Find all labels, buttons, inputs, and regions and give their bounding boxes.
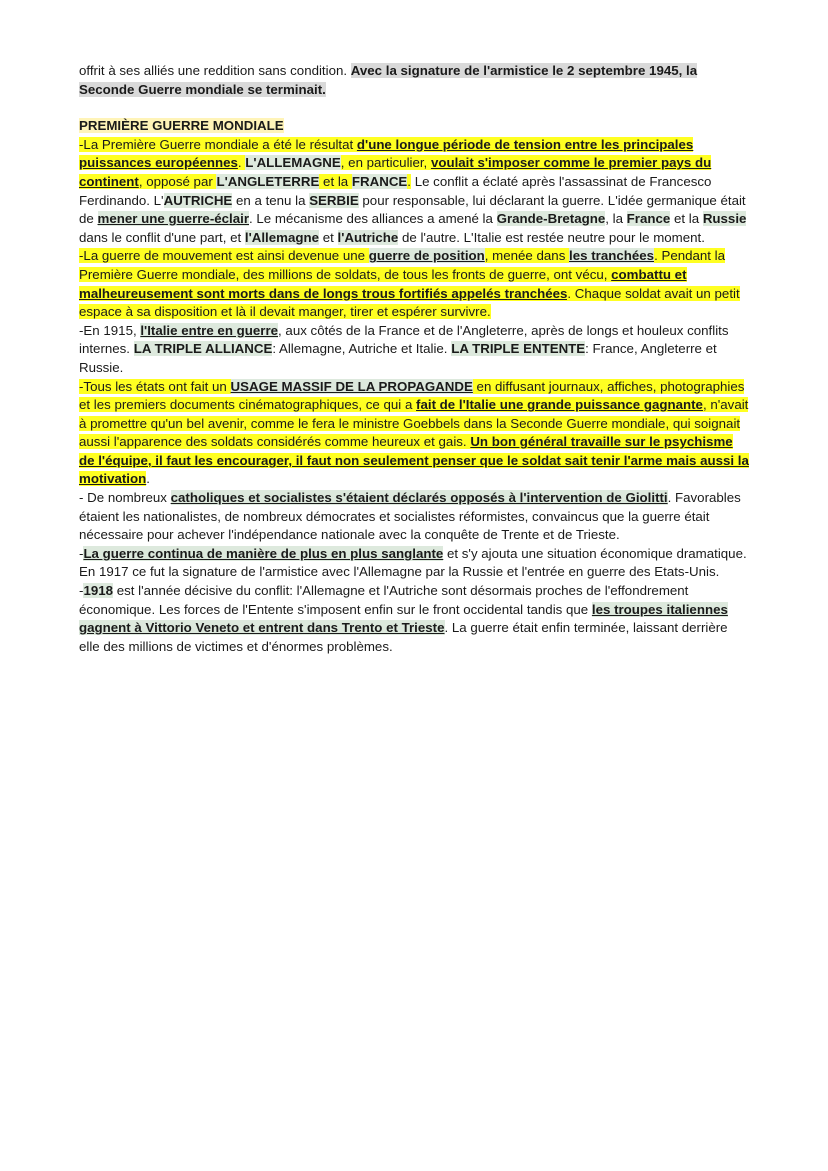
text-run: d'une longue période de tension entre les principales puissances européennes: [79, 136, 694, 171]
paragraph-causes: [79, 136, 751, 248]
text-run: L'ANGLETERRE: [216, 173, 320, 189]
paragraph-italy-entry: [79, 322, 751, 378]
text-run: .: [237, 155, 246, 171]
text-run: et la: [670, 211, 703, 227]
text-run: -Tous les états ont fait un: [79, 378, 231, 394]
paragraph-intro: [79, 62, 751, 99]
section-heading: [79, 117, 751, 136]
text-run: et: [319, 229, 338, 245]
text-run: , en particulier,: [340, 155, 431, 171]
text-run: de l'autre. L'Italie est restée neutre pour le moment.: [398, 229, 705, 245]
text-run: . La guerre était enfin terminée, laissant derrière elle des millions de victimes et d'énormes problèmes.: [79, 620, 728, 654]
text-run: AUTRICHE: [163, 192, 233, 208]
text-run: Un bon général travaille sur le psychisme de l'équipe, il faut les encourager, il faut non seulement penser que le soldat sait tenir l'arme mais aussi la motivation: [79, 434, 749, 487]
text-run: , menée dans: [484, 248, 570, 264]
text-run: . Le mécanisme des alliances a amené la: [249, 211, 497, 227]
text-run: -: [79, 583, 84, 599]
text-run: . Chaque soldat avait un petit espace à sa disposition et là il devait manger, tirer et espérer survivre.: [79, 285, 740, 320]
text-run: les troupes italiennes gagnent à Vittorio Veneto et entrent dans Trento et Trieste: [79, 601, 728, 636]
text-run: L'ALLEMAGNE: [245, 155, 341, 171]
paragraph-intervention: [79, 489, 751, 545]
text-run: -La Première Guerre mondiale a été le résultat: [79, 136, 357, 152]
text-run: mener une guerre-éclair: [97, 211, 249, 227]
text-run: . Favorables étaient les nationalistes, de nombreux démocrates et socialistes réformistes, convaincus que la guerre était nécessaire pour achever l'indépendance nationale avec la conquête de Trente et de Trieste.: [79, 490, 741, 543]
text-run: et la: [319, 173, 352, 189]
paragraph-trenches: [79, 247, 751, 321]
text-run: en diffusant journaux, affiches, photographies et les premiers documents cinématographiques, ce qui a: [79, 378, 745, 413]
text-run: catholiques et socialistes s'étaient déclarés opposés à l'intervention de Giolitti: [170, 490, 668, 506]
text-run: LA TRIPLE ALLIANCE: [133, 341, 273, 357]
text-run: l'Allemagne: [244, 229, 320, 245]
text-run: La guerre continua de manière de plus en plus sanglante: [83, 545, 444, 561]
section-heading-text: PREMIÈRE GUERRE MONDIALE: [79, 118, 284, 134]
text-run: Le conflit a éclaté après l'assassinat de Francesco Ferdinando. L': [79, 173, 712, 208]
text-run: 1918: [83, 583, 114, 599]
text-run: Russie: [702, 211, 747, 227]
text-run: -En 1915,: [79, 322, 141, 338]
text-run: -: [79, 545, 84, 561]
text-run: France: [626, 211, 671, 227]
text-run: FRANCE: [351, 173, 408, 189]
paragraph-bloody-war: [79, 545, 751, 582]
text-run: .: [146, 471, 150, 487]
text-run: , n'avait à promettre qu'un bel avenir, comme le fera le ministre Goebbels dans la Seconde Guerre mondiale, qui soignait aussi l'apparence des soldats considérés comme heureux et gais.: [79, 397, 749, 450]
text-run: , opposé par: [138, 173, 217, 189]
text-run: - De nombreux: [79, 490, 171, 506]
text-run: . Pendant la Première Guerre mondiale, des millions de soldats, de tous les fronts de guerre, ont vécu,: [79, 248, 726, 282]
text-run: voulait s'imposer comme le premier pays du continent: [79, 155, 712, 189]
text-run: : Allemagne, Autriche et Italie.: [272, 341, 452, 357]
text-run: SERBIE: [309, 192, 359, 208]
text-run: est l'année décisive du conflit: l'Allemagne et l'Autriche sont désormais proches de l'effondrement économique. Les forces de l'Entente s'imposent enfin sur le front occidental tandis que: [79, 583, 689, 617]
text-run: combattu et malheureusement sont morts dans de longs trous fortifiés appelés tranchées: [79, 266, 687, 301]
text-run: LA TRIPLE ENTENTE: [451, 341, 586, 357]
text-run: dans le conflit d'une part, et: [79, 229, 245, 245]
text-run: en a tenu la: [232, 192, 310, 208]
text-run: .: [407, 173, 411, 189]
paragraph-1918: [79, 582, 751, 656]
text-run: l'Italie entre en guerre: [140, 322, 279, 338]
text-run: pour responsable, lui déclarant la guerre. L'idée germanique était de: [79, 192, 746, 227]
document-body: [79, 62, 751, 656]
text-run: , aux côtés de la France et de l'Angleterre, après de longs et houleux conflits internes.: [79, 322, 729, 357]
text-run: , la: [605, 211, 627, 227]
text-run: l'Autriche: [337, 229, 399, 245]
text-run: offrit à ses alliés une reddition sans condition.: [79, 63, 351, 78]
text-run: fait de l'Italie une grande puissance gagnante: [416, 397, 703, 413]
text-run: Grande-Bretagne: [496, 211, 606, 227]
text-run: : France, Angleterre et Russie.: [79, 341, 717, 375]
text-run: guerre de position: [368, 248, 485, 264]
text-run: -La guerre de mouvement est ainsi devenue une: [79, 248, 369, 264]
paragraph-propaganda: [79, 378, 751, 490]
text-run: USAGE MASSIF DE LA PROPAGANDE: [230, 378, 473, 394]
text-run: et s'y ajouta une situation économique dramatique. En 1917 ce fut la signature de l'armistice avec l'Allemagne par la Russie et l'entrée en guerre des Etats-Unis.: [79, 545, 747, 580]
text-run: Avec la signature de l'armistice le 2 septembre 1945, la Seconde Guerre mondiale se terminait.: [79, 63, 698, 97]
text-run: les tranchées: [569, 248, 655, 264]
